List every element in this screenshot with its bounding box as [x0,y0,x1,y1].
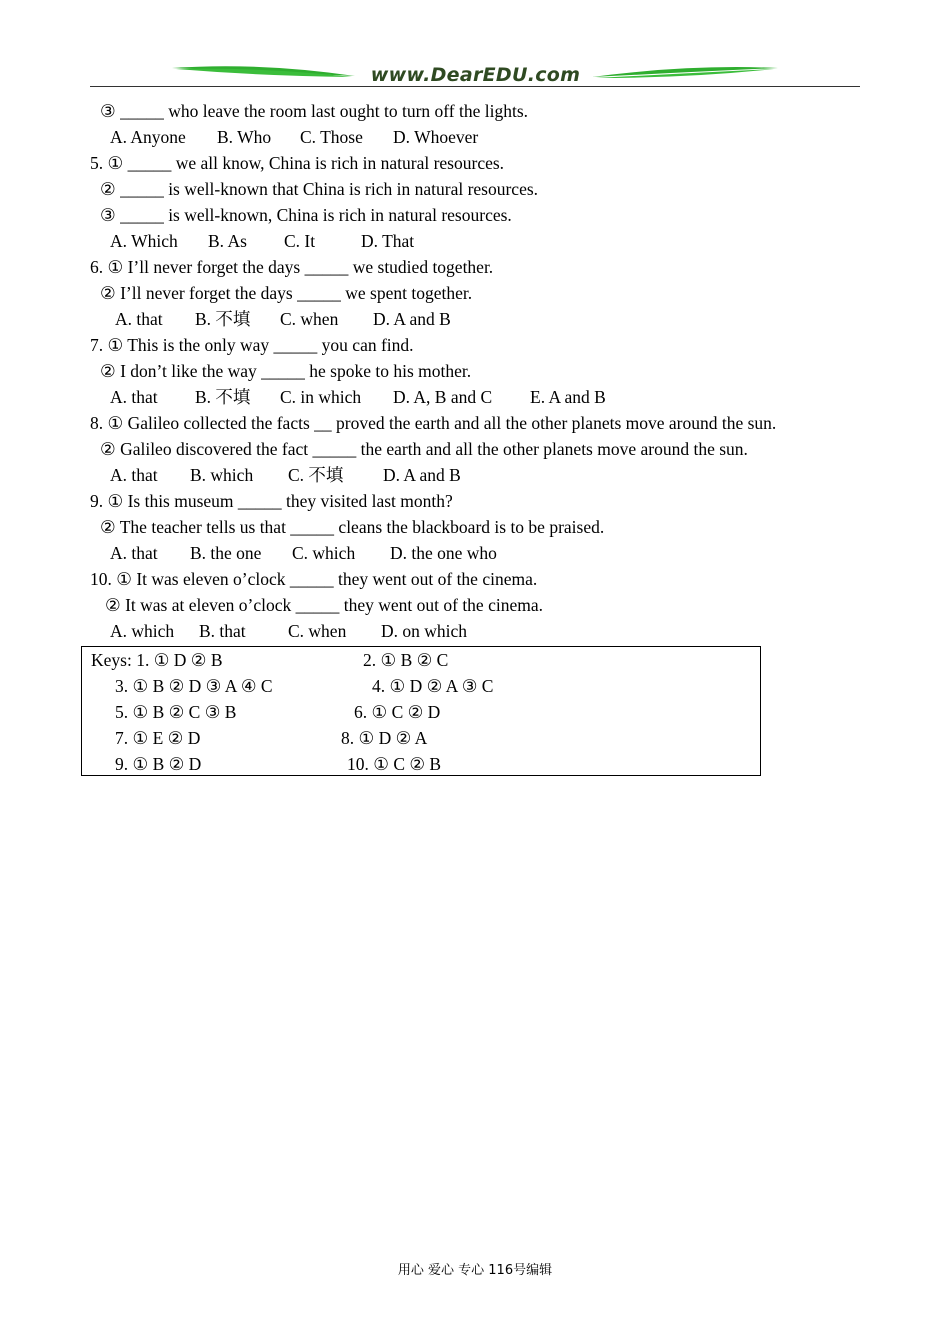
option: C. which [292,543,356,563]
option: B. which [190,465,254,485]
question-6-item-1: 6. ① I’ll never forget the days _____ we studied together. [90,257,494,277]
option: A. that [110,465,158,485]
question-7-options [110,386,606,408]
option: C. It [284,231,316,251]
question-4-item-3: ③ _____ who leave the room last ought to turn off the lights. [100,101,529,121]
question-4-options [110,126,478,148]
option: B. Who [217,127,272,147]
key-entry: 6. ① C ② D [354,702,441,722]
option: B. 不填 [195,387,251,407]
question-5-item-2: ② _____ is well-known that China is rich in natural resources. [100,179,539,199]
key-entry: Keys: 1. ① D ② B [91,650,223,670]
option: D. Whoever [393,127,479,147]
option: E. A and B [530,387,606,407]
question-7-item-2: ② I don’t like the way _____ he spoke to his mother. [100,361,472,381]
key-entry: 9. ① B ② D [115,754,202,774]
key-entry: 4. ① D ② A ③ C [372,676,494,696]
option: D. That [361,231,415,251]
key-entry: 10. ① C ② B [347,754,442,774]
key-entry: 8. ① D ② A [341,728,428,748]
option: D. A, B and C [393,387,493,407]
question-8-item-2: ② Galileo discovered the fact _____ the earth and all the other planets move around the sun. [100,439,748,459]
option: B. that [199,621,246,641]
option: A. Which [110,231,178,251]
page-footer: 用心 爱心 专心 116号编辑 [397,1263,553,1278]
question-9-item-2: ② The teacher tells us that _____ cleans the blackboard is to be praised. [100,517,605,537]
question-7-item-1: 7. ① This is the only way _____ you can find. [90,335,414,355]
key-entry: 5. ① B ② C ③ B [115,702,237,722]
option: C. when [288,621,347,641]
site-logo-text: www.DearEDU.com [370,64,581,86]
key-entry: 3. ① B ② D ③ A ④ C [115,676,273,696]
option: B. As [208,231,247,251]
option: C. 不填 [288,465,344,485]
option: A. that [110,387,158,407]
option: D. A and B [373,309,451,329]
question-5-item-3: ③ _____ is well-known, China is rich in natural resources. [100,205,512,225]
key-entry: 7. ① E ② D [115,728,201,748]
option: B. 不填 [195,309,251,329]
option: C. in which [280,387,362,407]
question-10-item-1: 10. ① It was eleven o’clock _____ they went out of the cinema. [90,569,538,589]
question-5-options [110,230,414,252]
option: C. when [280,309,339,329]
question-8-options [110,464,461,486]
question-6-item-2: ② I’ll never forget the days _____ we spent together. [100,283,473,303]
option: A. that [110,543,158,563]
option: A. which [110,621,175,641]
question-6-options [115,308,451,330]
question-5-item-1: 5. ① _____ we all know, China is rich in natural resources. [90,153,505,173]
option: D. on which [381,621,468,641]
option: D. A and B [383,465,461,485]
answer-keys-box [81,646,761,776]
header-rule [90,86,860,87]
question-10-options [110,620,467,642]
option: A. Anyone [110,127,186,147]
key-entry: 2. ① B ② C [363,650,449,670]
question-9-options [110,542,497,564]
option: C. Those [300,127,363,147]
page-header [0,60,950,90]
option: A. that [115,309,163,329]
question-8-item-1: 8. ① Galileo collected the facts __ proved the earth and all the other planets move around the sun. [90,413,777,433]
option: D. the one who [390,543,497,563]
option: B. the one [190,543,262,563]
question-9-item-1: 9. ① Is this museum _____ they visited last month? [90,491,453,511]
question-10-item-2: ② It was at eleven o’clock _____ they went out of the cinema. [105,595,543,615]
